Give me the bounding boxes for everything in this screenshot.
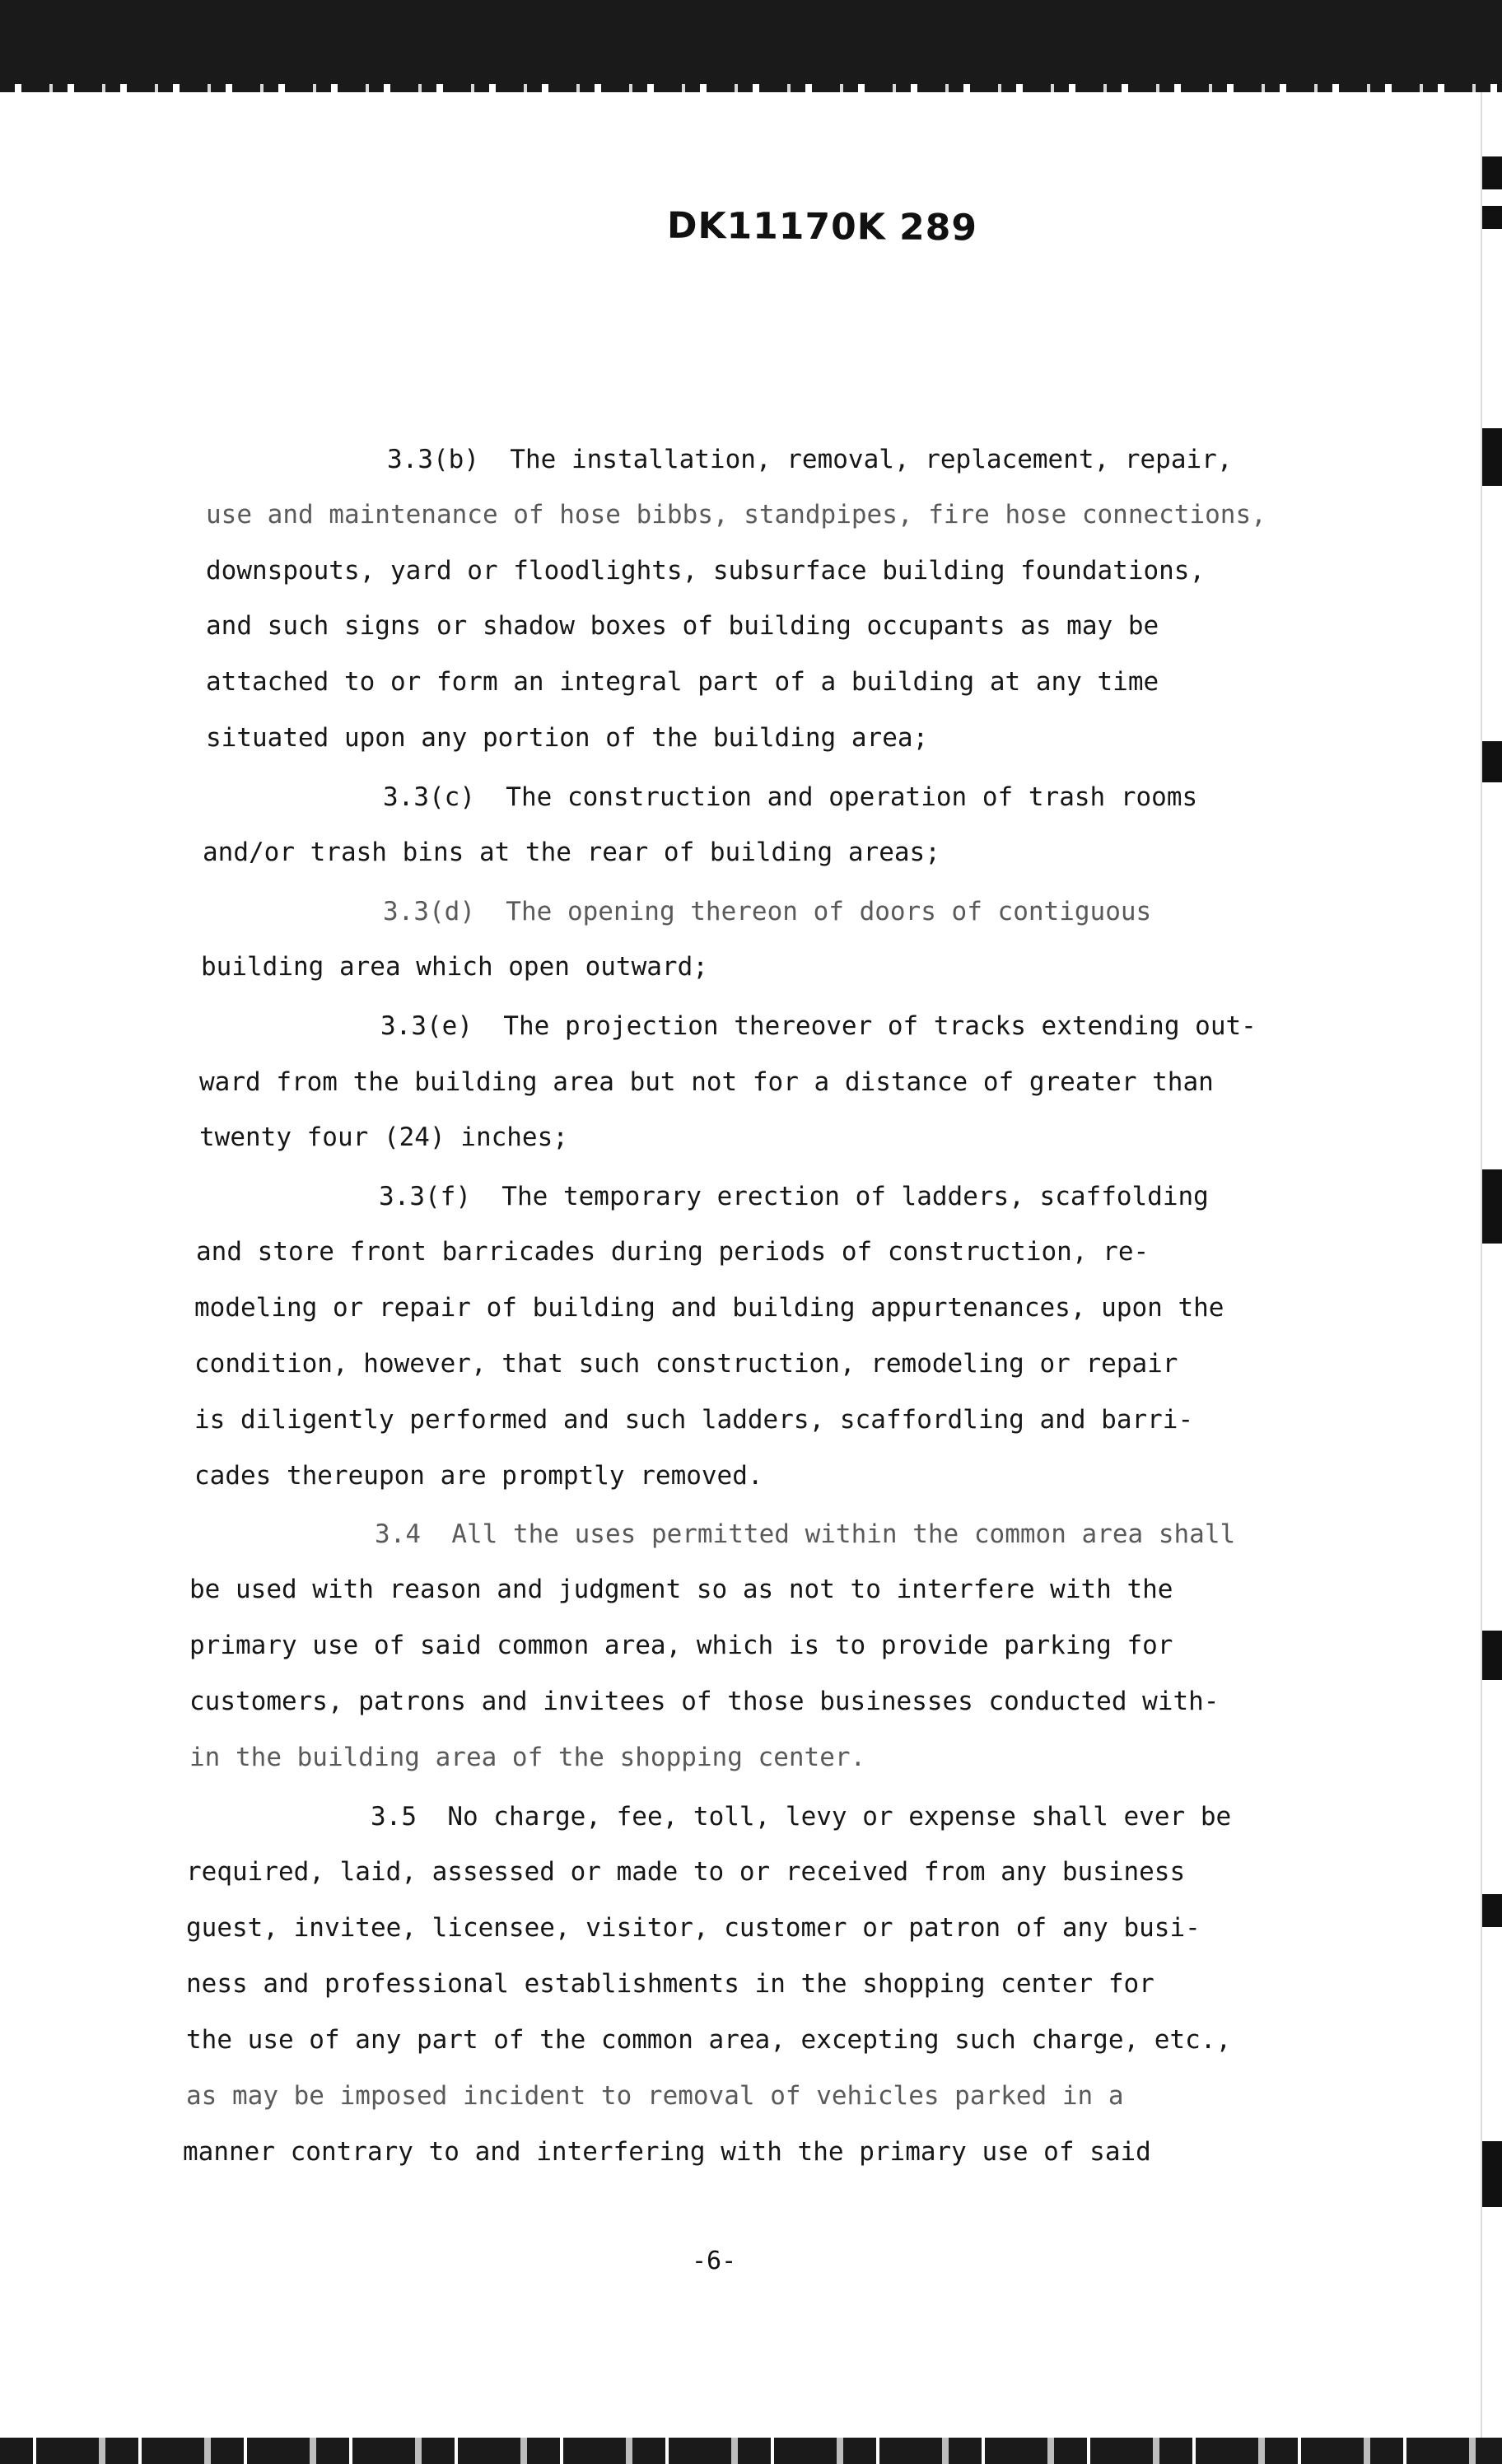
text-line: 3.3(f) The temporary erection of ladders, scaffolding (379, 1182, 1209, 1211)
text-line: attached to or form an integral part of a building at any time (206, 667, 1159, 697)
scan-edge-mark (1482, 206, 1502, 229)
text-line: be used with reason and judgment so as not to interfere with the (189, 1575, 1173, 1604)
document-id: DK11170K 289 (666, 204, 978, 250)
text-line: 3.3(b) The installation, removal, replacement, repair, (387, 445, 1233, 474)
scan-edge-mark (1482, 1631, 1502, 1680)
text-line: required, laid, assessed or made to or received from any business (186, 1857, 1186, 1887)
text-line: condition, however, that such construction, remodeling or repair (194, 1349, 1178, 1379)
scan-edge-mark (1482, 2141, 1502, 2207)
text-line: 3.4 All the uses permitted within the common area shall (375, 1519, 1236, 1549)
text-line: ness and professional establishments in the shopping center for (186, 1969, 1154, 1999)
scan-border-top (0, 0, 1502, 92)
scan-edge-mark (1482, 156, 1502, 189)
text-line: in the building area of the shopping center. (189, 1743, 866, 1772)
text-line: primary use of said common area, which is to provide parking for (189, 1631, 1173, 1660)
text-line: 3.3(c) The construction and operation of trash rooms (383, 782, 1198, 812)
text-line: as may be imposed incident to removal of vehicles parked in a (186, 2081, 1124, 2111)
text-line: use and maintenance of hose bibbs, standpipes, fire hose connections, (206, 500, 1266, 530)
scan-edge-mark (1482, 741, 1502, 782)
scan-edge-mark (1482, 428, 1502, 486)
text-line: cades thereupon are promptly removed. (194, 1461, 763, 1491)
text-line: situated upon any portion of the building area; (206, 723, 929, 753)
text-line: 3.3(d) The opening thereon of doors of contiguous (383, 897, 1152, 926)
text-line: modeling or repair of building and building appurtenances, upon the (194, 1293, 1224, 1323)
text-line: and such signs or shadow boxes of building occupants as may be (206, 611, 1159, 641)
text-line: and/or trash bins at the rear of building areas; (203, 838, 940, 867)
page-number: -6- (692, 2247, 737, 2275)
text-line: 3.5 No charge, fee, toll, levy or expense shall ever be (371, 1802, 1232, 1832)
text-line: manner contrary to and interfering with the primary use of said (183, 2137, 1151, 2167)
text-line: and store front barricades during periods of construction, re- (196, 1237, 1150, 1267)
scan-border-bottom (0, 2438, 1502, 2464)
text-line: downspouts, yard or floodlights, subsurface building foundations, (206, 556, 1206, 586)
text-line: the use of any part of the common area, excepting such charge, etc., (186, 2025, 1232, 2055)
scan-edge-mark (1482, 1894, 1502, 1927)
text-line: is diligently performed and such ladders, scaffordling and barri- (194, 1405, 1194, 1435)
text-line: guest, invitee, licensee, visitor, customer or patron of any busi- (186, 1913, 1201, 1943)
text-line: building area which open outward; (201, 952, 708, 982)
text-line: twenty four (24) inches; (199, 1122, 568, 1152)
text-line: 3.3(e) The projection thereover of tracks extending out- (380, 1011, 1257, 1041)
text-line: ward from the building area but not for a distance of greater than (199, 1067, 1214, 1097)
scan-edge-mark (1482, 1169, 1502, 1244)
text-line: customers, patrons and invitees of those businesses conducted with- (189, 1687, 1220, 1716)
